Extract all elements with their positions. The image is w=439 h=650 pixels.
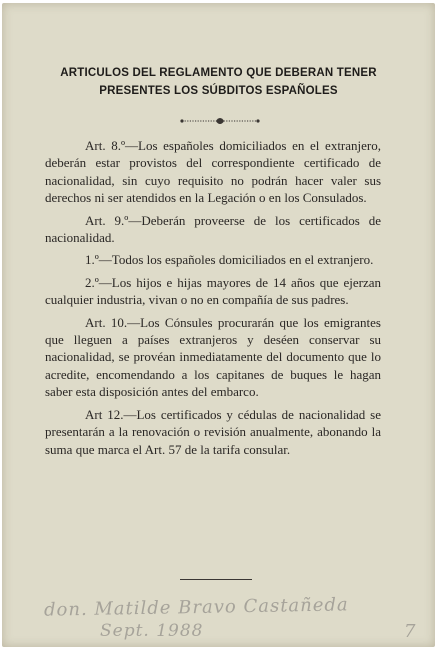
article-9-paragraph: Art. 9.º—Deberán proveerse de los certificados de nacionalidad. xyxy=(45,212,381,246)
document-page xyxy=(2,3,435,647)
handwritten-date: Sept. 1988 xyxy=(100,621,204,641)
title-line-2: PRESENTES LOS SÚBDITOS ESPAÑOLES xyxy=(99,85,338,97)
bottom-rule xyxy=(180,579,252,580)
ornament-divider xyxy=(180,116,260,126)
article-9-item-1: 1.º—Todos los españoles domiciliados en el extranjero. xyxy=(85,252,374,268)
handwritten-mark: 7 xyxy=(404,621,417,642)
handwritten-name: don. Matilde Bravo Castañeda xyxy=(43,594,349,621)
article-12-paragraph: Art 12.—Los certificados y cédulas de nacionalidad se presentarán a la renovación o revisión anualmente, abonando la suma que marca el Art. 57 de la tarifa consular. xyxy=(45,406,381,457)
articles-body xyxy=(45,137,381,463)
article-8-paragraph: Art. 8.º—Los españoles domiciliados en el extranjero, deberán estar provistos del correspondiente certificado de nacionalidad, sin cuyo requisito no podrán hacer valer sus derechos ni ser atendidos en la Legación o en los Consulados. xyxy=(45,138,381,206)
article-10-paragraph: Art. 10.—Los Cónsules procurarán que los emigrantes que lleguen a países extranjeros y deséen conservar su nacionalidad, se provéan inmediatamente del documento que lo acredite, encomendando a los capitanes de buques le hagan saber esta disposición antes del embarco. xyxy=(45,314,381,400)
title-line-1: ARTICULOS DEL REGLAMENTO QUE DEBERAN TENER xyxy=(60,67,377,79)
document-title xyxy=(2,64,435,100)
article-9-item-2: 2.º—Los hijos e hijas mayores de 14 años que ejerzan cualquier industria, vivan o no en compañía de sus padres. xyxy=(45,274,381,308)
